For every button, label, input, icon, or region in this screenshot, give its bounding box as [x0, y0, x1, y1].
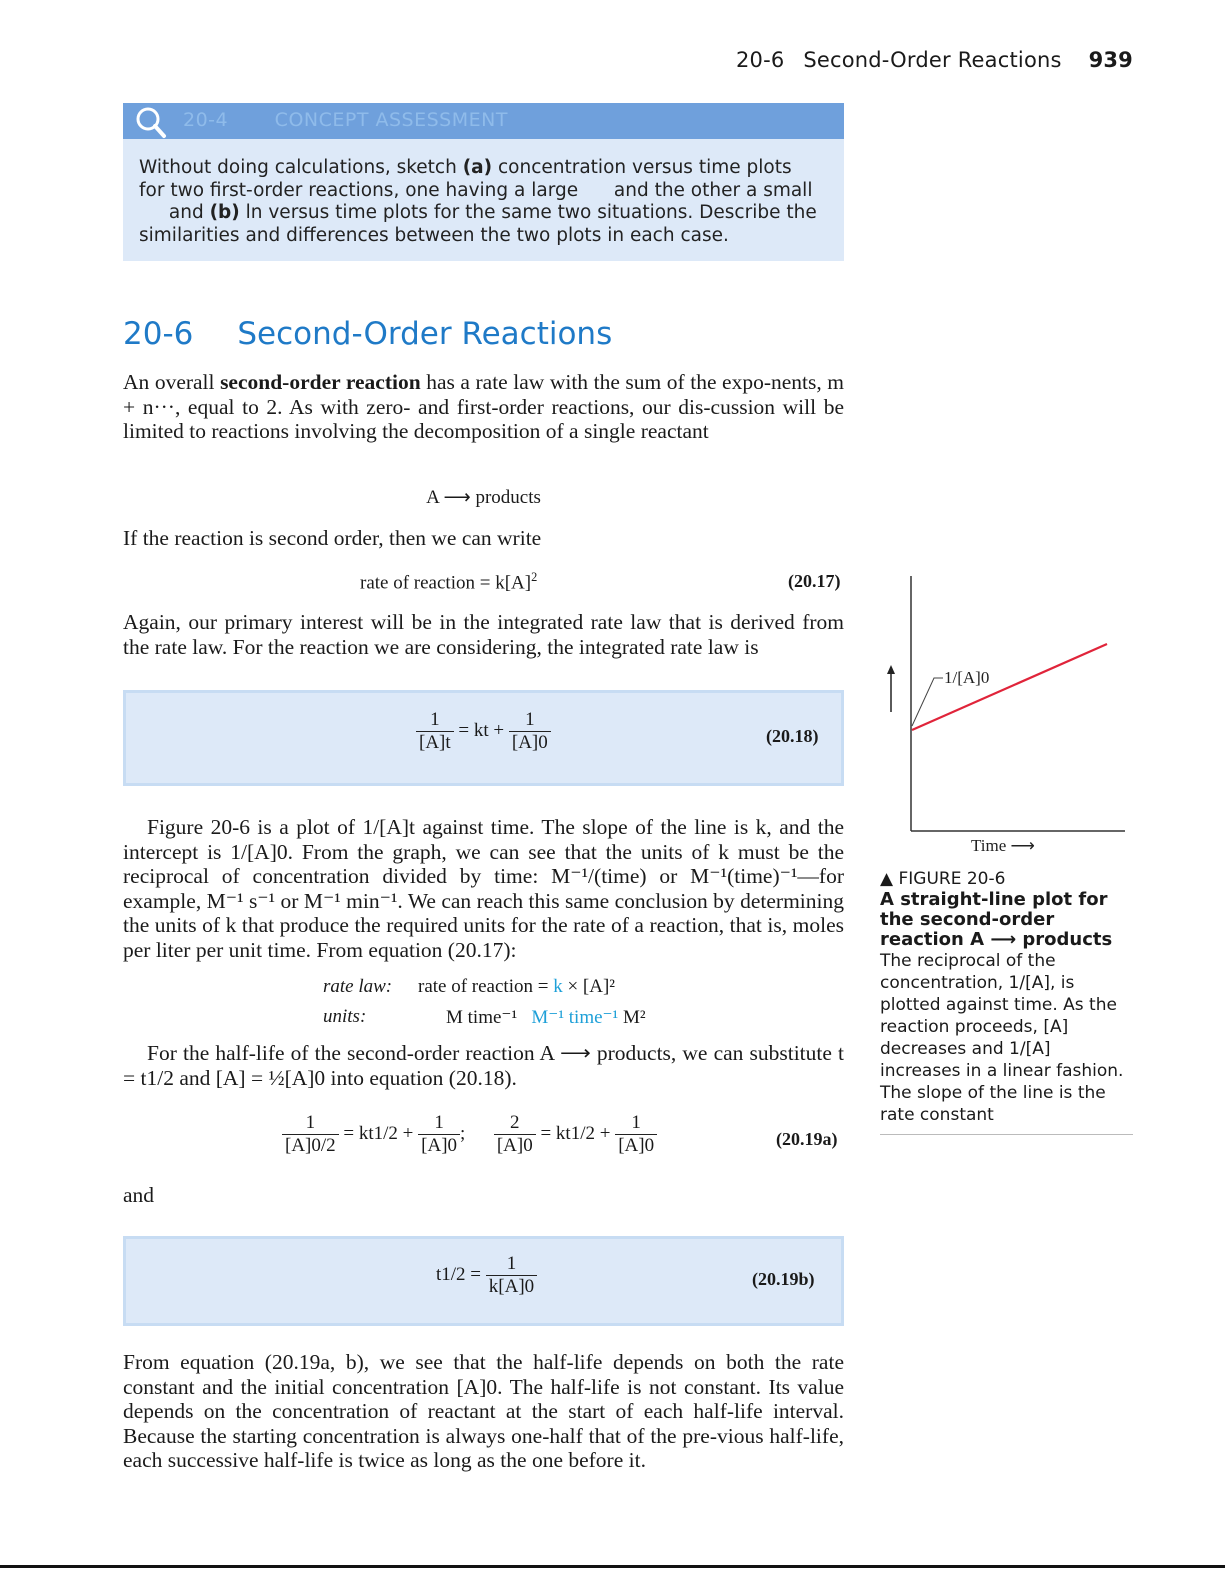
header-section: 20-6: [735, 48, 785, 72]
equation-20-19a: $\frac{1}{[A]0/2}$ = kt1/2 + $\frac{1}{[A]0}$ ; $\frac{2}{[A]0}$ = kt1/2 + $\frac{1}{[A]0}$: [282, 1112, 657, 1157]
concept-number: 20-4: [183, 109, 229, 131]
equation-box-20-18: [123, 690, 844, 786]
section-heading: 20-6 Second-Order Reactions: [123, 316, 613, 352]
concept-assessment-bar: [123, 103, 844, 139]
paragraph-second-order: If the reaction is second order, then we can write: [123, 526, 542, 550]
concept-assessment-body: [123, 139, 844, 261]
units-label: units:: [323, 1006, 367, 1027]
concept-text: Without doing calculations, sketch (a) concentration versus time plots for two first-order reactions, one having a large and the other a small and (b) ln versus time plots for the same two situations. Describe the similarities and differences between the two plots in each case.: [139, 157, 817, 246]
x-axis-label: Time ⟶: [971, 836, 1035, 855]
concept-title: CONCEPT ASSESSMENT: [274, 109, 508, 131]
running-header: [736, 48, 1133, 72]
equation-number-20-19b: (20.19b): [752, 1269, 815, 1289]
page-number: 939: [1088, 48, 1133, 72]
equation-20-18: $\frac{1}{[A]t}$ = kt + $\frac{1}{[A]0}$: [416, 709, 551, 754]
magnifier-icon: [133, 105, 169, 139]
y-arrowhead-icon: [887, 665, 895, 674]
equation-number-20-17: (20.17): [788, 571, 841, 591]
and-text: and: [123, 1183, 155, 1207]
figure-20-6-plot: [880, 570, 1140, 860]
units-expression: M time⁻¹ M⁻¹ time⁻¹ M²: [446, 1007, 646, 1028]
figure-caption: [880, 868, 1135, 1126]
paragraph-half-life: For the half-life of the second-order reaction A ⟶ products, we can substitute t = t1/2 and [A] = ½[A]0 into equation (20.18).: [123, 1041, 844, 1090]
paragraph-figure-discussion: Figure 20-6 is a plot of 1/[A]t against time. The slope of the line is k, and the intercept is 1/[A]0. From the graph, we can see that the units of k must be the reciprocal of concentration divided by time: M⁻¹/(time) or M⁻¹(time)⁻¹—for example, M⁻¹ s⁻¹ or M⁻¹ min⁻¹. We can reach this same conclusion by determining the units of k that produce the required units for the rate of a reaction, that is, moles per liter per unit time. From equation (20.17):: [123, 815, 844, 962]
paragraph-integrated: Again, our primary interest will be in the integrated rate law that is derived from the rate law. For the reaction we are considering, the integrated rate law is: [123, 610, 844, 659]
bottom-border: [0, 1565, 1225, 1568]
rate-law-expression: rate of reaction = k × [A]²: [418, 976, 615, 997]
reaction-equation: A ⟶ products: [426, 487, 541, 508]
rate-law-label: rate law:: [323, 976, 393, 997]
equation-20-17: rate of reaction = $k[A]^2$: [360, 570, 538, 594]
figure-caption-body: The reciprocal of the concentration, 1/[A], is plotted against time. As the reaction proceeds, [A] decreases and 1/[A] increases in a linear fashion. The slope of the line is the rate constant: [880, 951, 1124, 1125]
paragraph-intro: An overall second-order reaction has a rate law with the sum of the expo-nents, m + n···, equal to 2. As with zero- and first-order reactions, our dis-cussion will be limited to reactions involving the decomposition of a single reactant: [123, 370, 845, 443]
caption-rule: [880, 1134, 1133, 1135]
header-title: Second-Order Reactions: [803, 48, 1062, 72]
equation-20-19b: t1/2 = $\frac{1}{k[A]0}$: [436, 1253, 537, 1298]
equation-box-20-19b: [123, 1236, 844, 1326]
figure-number: ▲ FIGURE 20-6: [880, 869, 1006, 889]
data-line: [912, 644, 1107, 730]
equation-number-20-19a: (20.19a): [776, 1129, 838, 1149]
intercept-label: 1/[A]0: [944, 668, 990, 687]
concept-assessment-label: [183, 109, 508, 131]
equation-number-20-18: (20.18): [766, 726, 819, 746]
paragraph-conclusion: From equation (20.19a, b), we see that the half-life depends on both the rate constant and the initial concentration [A]0. The half-life is not constant. Its value depends on the concentration of reactant at the start of each half-life interval. Because the starting concentration is always one-half that of the pre-vious half-life, each successive half-life is twice as long as the one before it.: [123, 1350, 844, 1472]
figure-caption-title: A straight-line plot for the second-order reaction A ⟶ products: [880, 889, 1113, 950]
